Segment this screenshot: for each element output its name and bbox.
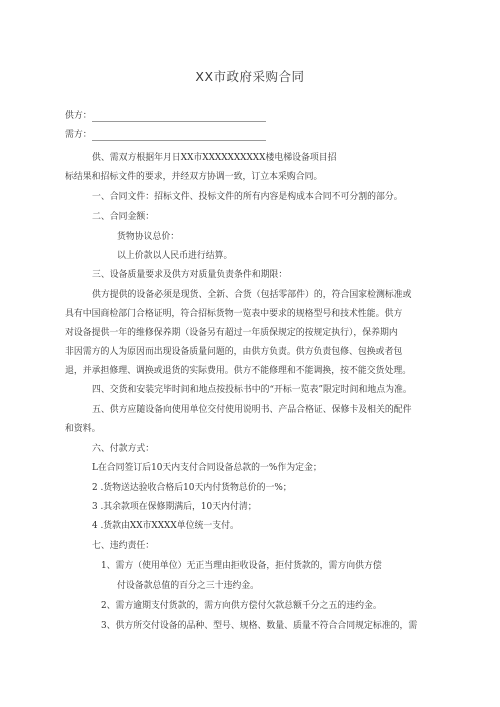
supplier-blank-line (92, 121, 266, 122)
section-7-heading: 七、违约责任： (92, 541, 155, 551)
section-3-paragraph-line-1: 供方提供的设备必须是现货、全新、合货（包括零部件）的，符合国家检测标准或 (92, 290, 412, 300)
liability-item-1-line-1: 1、需方（使用单位）无正当理由拒收设备，拒付货款的，需方向供方偿 (101, 561, 382, 571)
section-3-paragraph-line-2: 具有中国商检部门合格证明，符合招标货物一览表中要求的规格型号和技术性能。供方 (65, 309, 403, 319)
payment-item-3: 3 .其余款项在保修期满后，10天内付清； (92, 502, 257, 512)
liability-item-2: 2、需方逾期支付货款的，需方向供方偿付欠款总额千分之五的违约金。 (101, 601, 382, 611)
section-3-heading: 三、设备质量要求及供方对质量负责条件和期限： (92, 270, 288, 280)
intro-line-2: 标结果和招标文件的要求，并经双方协调一致，订立本采购合同。 (65, 172, 323, 182)
section-2-currency-note: 以上价款以人民币进行结算。 (117, 251, 233, 261)
section-2-heading: 二、合同金额： (92, 212, 155, 222)
liability-item-1-line-2: 付设备款总值的百分之三十违约金。 (117, 581, 259, 591)
supplier-label: 供方： (65, 111, 92, 121)
section-3-paragraph-line-4: 非因需方的人为原因而出现设备质量问题的，由供方负责。供方负责包修、包换或者包 (65, 347, 403, 357)
intro-line-1: 供、需双方根据年月日XX市XXXXXXXXXX楼电梯设备项目招 (92, 153, 337, 163)
section-1: 一、合同文件：招标文件、投标文件的所有内容是构成本合同不可分割的部分。 (92, 192, 403, 202)
section-5-line-2: 和资料。 (65, 424, 101, 434)
payment-item-4: 4 .货款由XX市XXXX单位统一支付。 (92, 521, 239, 531)
page-title: XX市政府采购合同 (195, 69, 305, 84)
payment-item-1: L在合同签订后10天内支付合同设备总款的一%作为定金； (92, 463, 322, 473)
section-3-paragraph-line-5: 退，并承担修理、调换或退货的实际费用。供方不能修理和不能调换，按不能交货处理。 (65, 366, 412, 376)
liability-item-3: 3、供方所交付设备的品种、型号、规格、数量、质量不符合合同规定标准的，需 (101, 621, 418, 631)
section-6-heading: 六、付款方式： (92, 444, 155, 454)
buyer-label: 需方： (65, 130, 92, 140)
section-2-total-price: 货物协议总价： (117, 232, 180, 242)
section-5-line-1: 五、供方应随设备向使用单位交付使用说明书、产品合格证、保修卡及相关的配件 (92, 405, 412, 415)
section-3-paragraph-line-3: 对设备提供一年的维修保养期（设备另有超过一年质保规定的按规定执行），保养期内 (65, 328, 398, 338)
section-4: 四、交货和安装完毕时间和地点按投标书中的“开标一览表”限定时间和地点为准。 (92, 385, 412, 395)
buyer-blank-line (92, 140, 266, 141)
payment-item-2: 2 .货物送达验收合格后10天内付货物总价的一%； (92, 483, 292, 493)
